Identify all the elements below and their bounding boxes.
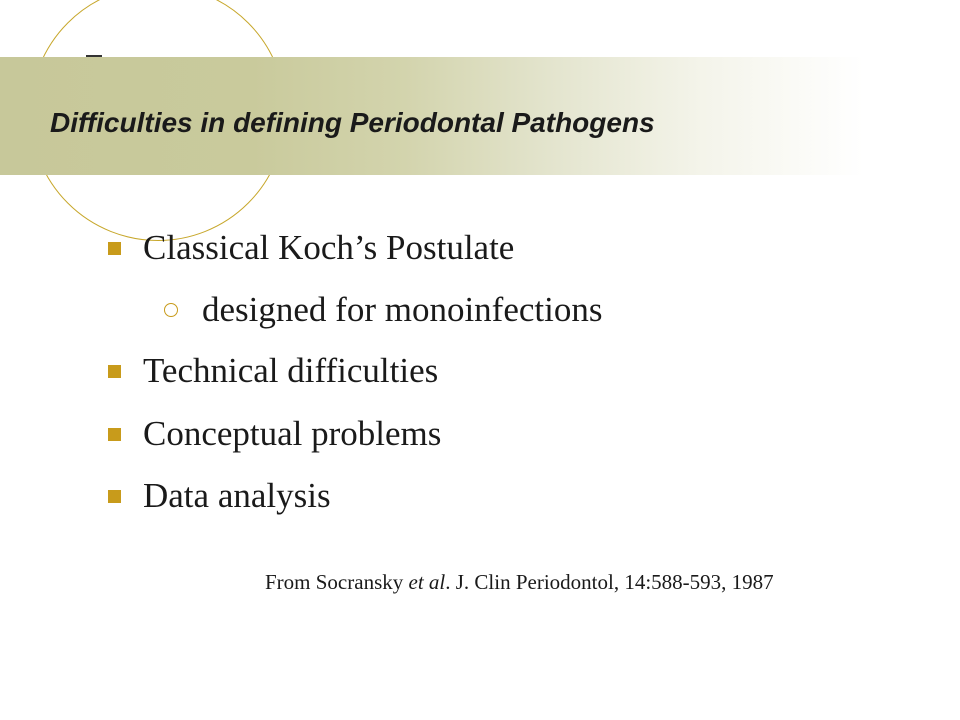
citation-prefix: From Socransky [265, 570, 409, 594]
citation-italic: et al [408, 570, 446, 594]
bullet-text: Technical difficulties [143, 351, 439, 390]
bullet-item [108, 476, 331, 516]
sub-bullet-item [164, 290, 602, 330]
bullet-item [108, 414, 441, 454]
slide-title: Difficulties in defining Periodontal Pathogens [50, 107, 655, 138]
square-bullet-icon [108, 490, 121, 503]
bullet-item [108, 228, 514, 268]
bullet-item [108, 351, 438, 391]
bullet-text: Conceptual problems [143, 414, 442, 453]
sub-bullet-text: designed for monoinfections [202, 290, 603, 329]
citation-suffix: . J. Clin Periodontol, 14:588-593, 1987 [445, 570, 774, 594]
bullet-text: Data analysis [143, 476, 331, 515]
square-bullet-icon [108, 428, 121, 441]
bullet-text: Classical Koch’s Postulate [143, 228, 515, 267]
ring-bullet-icon [164, 303, 178, 317]
square-bullet-icon [108, 242, 121, 255]
square-bullet-icon [108, 365, 121, 378]
citation [265, 570, 774, 595]
